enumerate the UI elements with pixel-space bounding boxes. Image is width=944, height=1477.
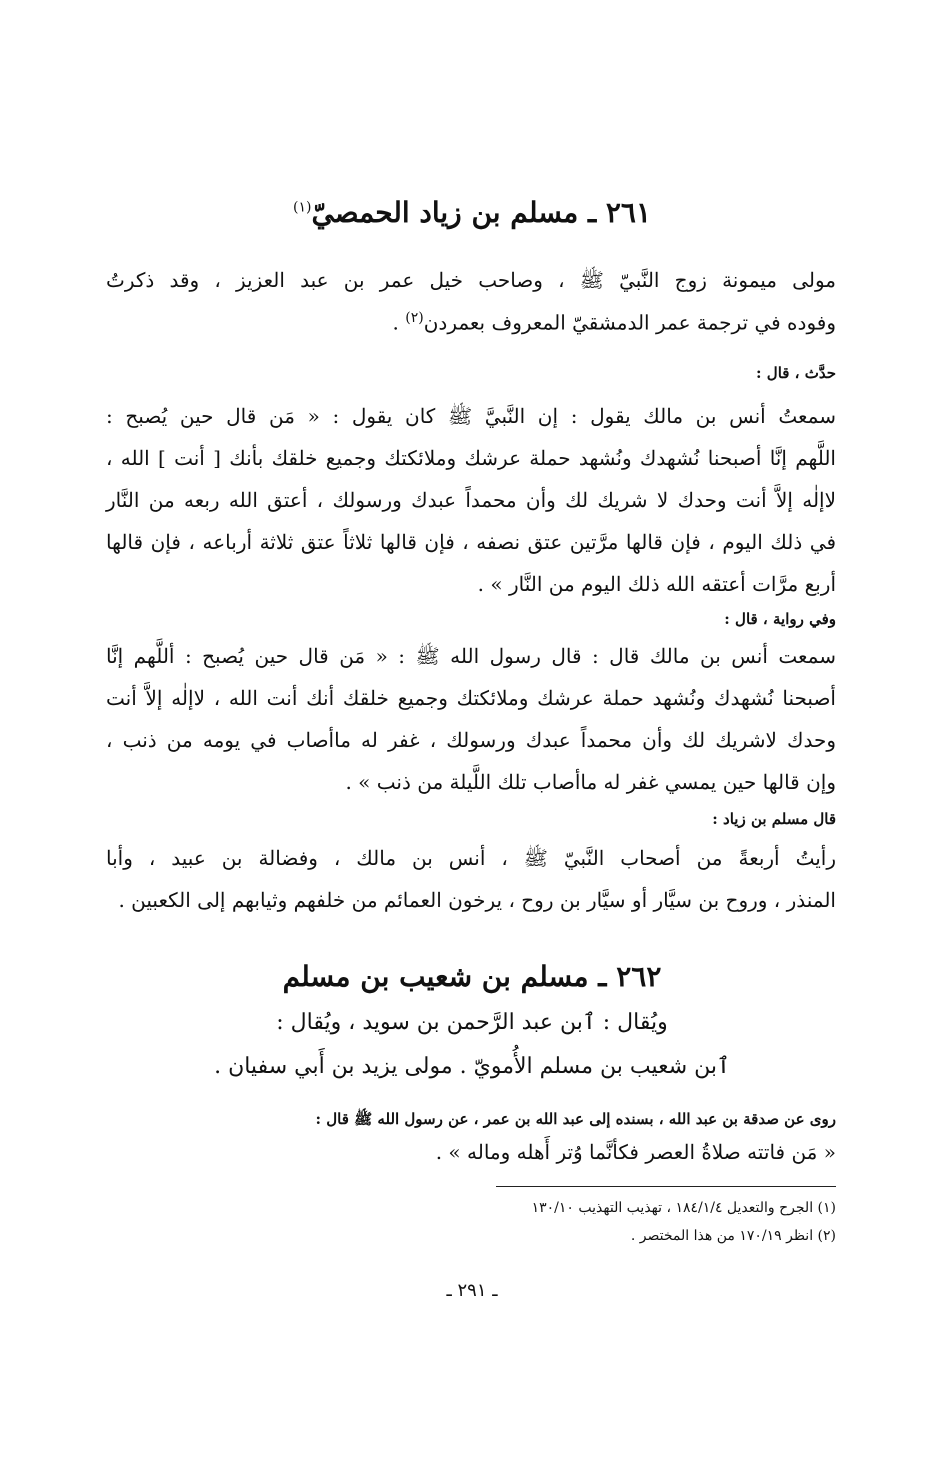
hadith-quote: « مَن فاتته صلاةُ العصر فكأنَّما وُتر أَهله وماله » . xyxy=(435,1140,836,1164)
footnote-ref-2: (٢) xyxy=(405,310,424,326)
report-line-1: رأيتُ أربعةً من أصحاب النَّبيّ ﷺ ، أنس بن مالك ، وفضالة بن عبيد ، وأبا xyxy=(106,846,836,870)
footnote-ref-1: (١) xyxy=(292,199,312,216)
narration-chain: روى عن صدقة بن عبد الله ، بسنده إلى عبد الله بن عمر ، عن رسول الله ﷺ قال : xyxy=(315,1110,836,1128)
hadith2-line-2: أصبحنا نُشهدك ونُشهد حملة عرشك وملائكتك وجميع خلقك أنك أنت الله ، لاإلٰه إلاَّ أنت xyxy=(106,686,836,710)
narration-label-2: وفي رواية ، قال : xyxy=(724,610,836,628)
entry-heading-261 xyxy=(0,196,944,229)
hadith1-line-4: في ذلك اليوم ، فإن قالها مرَّتين عتق نصفه ، فإن قالها ثلاثاً عتق ثلاثة أرباعه ، فإن قالها xyxy=(106,530,836,554)
hadith1-line-3: لاإلٰه إلاَّ أنت وحدك لا شريك لك وأن محمداً عبدك ورسولك ، أعتق الله ربعه من النَّار xyxy=(106,488,836,512)
intro-line-2-text: وفوده في ترجمة عمر الدمشقيّ المعروف بعمردن xyxy=(423,310,836,335)
footnote-divider xyxy=(496,1186,836,1187)
hadith2-line-3: وحدك لاشريك لك وأن محمداً عبدك ورسولك ، غفر له ماأصاب في يومه من ذنب ، xyxy=(106,728,836,752)
hadith1-line-1: سمعتُ أنس بن مالك يقول : إن النَّبيَّ ﷺ كان يقول : « مَن قال حين يُصبح : xyxy=(106,404,836,428)
entry-heading-text: ٢٦١ ـ مسلم بن زياد الحمصيّ xyxy=(311,196,652,229)
footnote-1: (١) الجرح والتعديل ١٨٤/١/٤ ، تهذيب التهذيب ١٣٠/١٠ xyxy=(531,1200,836,1216)
hadith1-line-2: اللَّهم إنَّا أصبحنا نُشهدك ونُشهد حملة عرشك وملائكتك وجميع خلقك بأنك [ أنت ] الله ، xyxy=(106,446,836,470)
page-number: ـ ٢٩١ ـ xyxy=(446,1280,498,1301)
footnote-2: (٢) انظر ١٧٠/١٩ من هذا المختصر . xyxy=(630,1228,836,1244)
hadith1-line-5: أربع مرَّات أعتقه الله ذلك اليوم من النَّار » . xyxy=(477,572,836,596)
narration-label-1: حدَّث ، قال : xyxy=(756,364,836,382)
hadith2-line-1: سمعت أنس بن مالك قال : قال رسول الله ﷺ : « مَن قال حين يُصبح : أللَّهم إنَّا xyxy=(106,644,836,668)
entry-heading-262: ٢٦٢ ـ مسلم بن شعيب بن مسلم xyxy=(282,960,662,993)
intro-line-1: مولى ميمونة زوج النَّبيّ ﷺ ، وصاحب خيل عمر بن عبد العزيز ، وقد ذكرتُ xyxy=(106,268,836,292)
report-line-2: المنذر ، وروح بن سيَّار أو سيَّار بن روح ، يرخون العمائم من خلفهم وثيابهم إلى الكعبين . xyxy=(118,888,836,912)
alias-line-1: ويُقال : ٱبن عبد الرَّحمن بن سويد ، ويُقال : xyxy=(276,1010,668,1035)
narration-label-3: قال مسلم بن زياد : xyxy=(712,810,836,828)
intro-line-2-end: . xyxy=(392,310,406,335)
hadith2-line-4: وإن قالها حين يمسي غفر له ماأصاب تلك اللَّيلة من ذنب » . xyxy=(345,770,836,794)
alias-line-2: ٱبن شعيب بن مسلم الأُمويّ . مولى يزيد بن أَبي سفيان . xyxy=(214,1054,730,1079)
intro-line-2 xyxy=(106,310,836,335)
